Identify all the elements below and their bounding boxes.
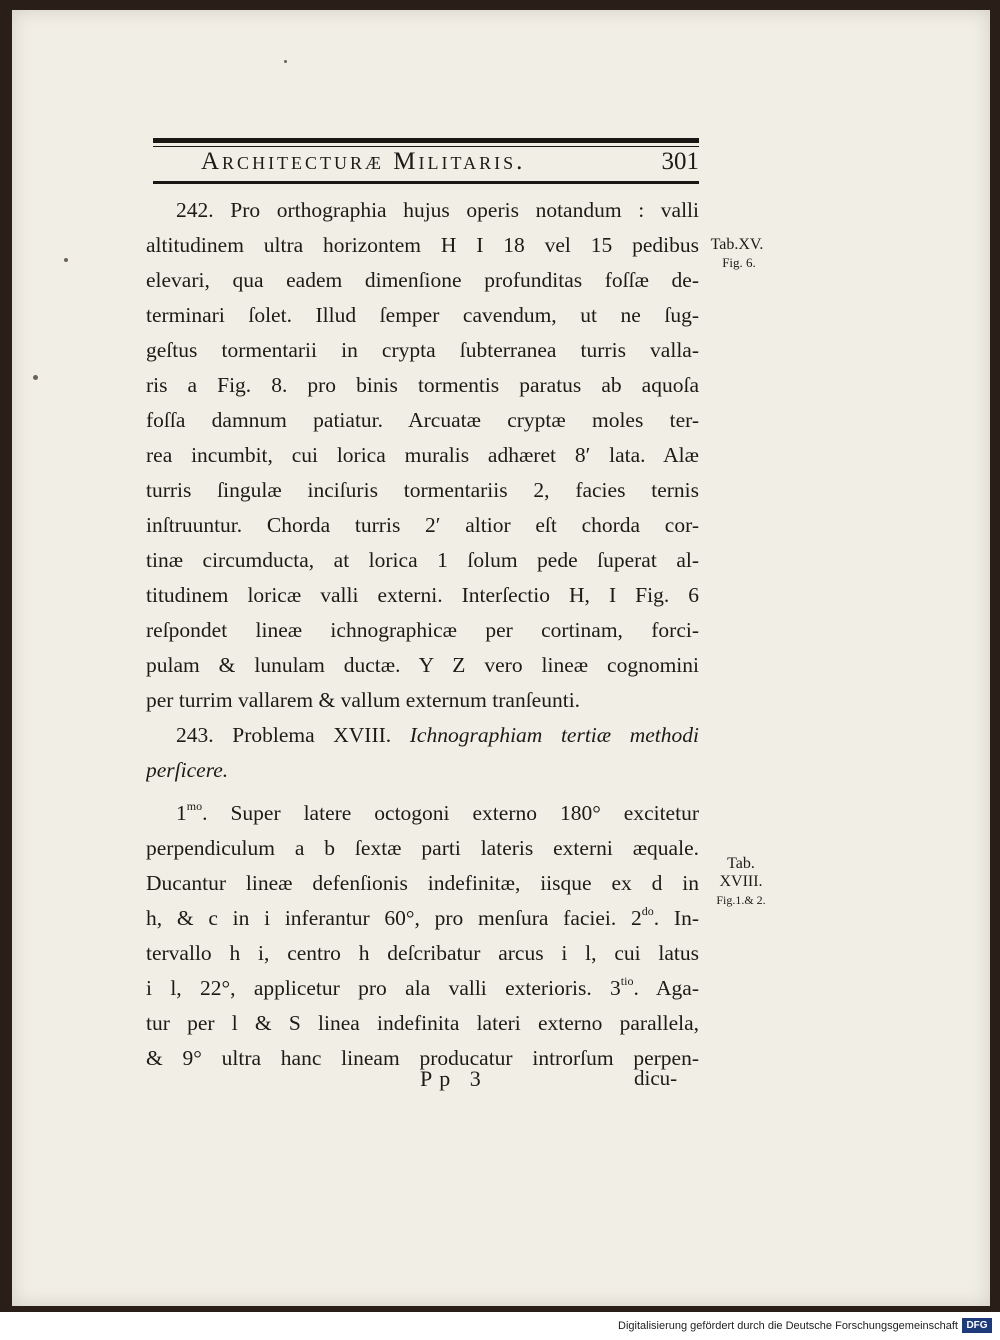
page-number: 301: [661, 148, 699, 175]
text-line: per turrim vallarem & vallum externum tranſeunti.: [146, 688, 581, 712]
problem-heading-line: [146, 718, 699, 753]
body-text: [146, 193, 699, 1076]
step-text: . Aga-: [633, 976, 699, 1000]
text-line: tur per l & S linea indefinita lateri externo parallela,: [146, 1011, 699, 1035]
footer-credit: Digitalisierung gefördert durch die Deutsche Forschungsgemeinschaft: [618, 1320, 958, 1332]
text-line: [146, 796, 699, 831]
margin-note-line: Fig.1.& 2.: [716, 893, 766, 907]
header-rule-top: [153, 138, 699, 143]
step-text: h, & c in i inferantur 60°, pro menſura faciei. 2: [146, 906, 642, 930]
catchword: dicu-: [634, 1066, 678, 1090]
margin-note-tab-xviii: [700, 855, 782, 909]
text-line: 242. Pro orthographia hujus operis notandum : valli: [176, 198, 699, 222]
text-line: & 9° ultra hanc lineam producatur introrſum perpen-: [146, 1046, 699, 1070]
problem-title-continued: perſicere.: [146, 758, 229, 782]
paper-spot: [64, 258, 68, 262]
step-ordinal: do: [641, 904, 654, 918]
margin-note-tab-xv: [702, 236, 772, 272]
text-line: pulam & lunulam ductæ. Y Z vero lineæ cognomini: [146, 653, 699, 677]
text-line: inſtruuntur. Chorda turris 2′ altior eſt chorda cor-: [146, 513, 699, 537]
text-line: elevari, qua eadem dimenſione profunditas foſſæ de-: [146, 268, 699, 292]
text-line: altitudinem ultra horizontem H I 18 vel 15 pedibus: [146, 233, 699, 257]
running-head: [153, 148, 699, 180]
step-text: i l, 22°, applicetur pro ala valli exterioris. 3: [146, 976, 621, 1000]
step-ordinal: mo: [186, 799, 203, 813]
running-title: Architecturæ Militaris.: [201, 148, 526, 175]
step-number: 1: [176, 801, 187, 825]
step-text: . In-: [653, 906, 699, 930]
problem-title: Ichnographiam tertiæ methodi: [409, 723, 699, 747]
dfg-logo-icon: DFG: [962, 1318, 992, 1333]
text-line: Ducantur lineæ defenſionis indefinitæ, iisque ex d in: [146, 871, 699, 895]
text-line: terminari ſolet. Illud ſemper cavendum, ut ne ſug-: [146, 303, 699, 327]
text-line: [146, 901, 699, 936]
problem-number: 243. Problema XVIII.: [176, 723, 392, 747]
text-line: tervallo h i, centro h deſcribatur arcus i l, cui latus: [146, 941, 699, 965]
step-text: . Super latere octogoni externo 180° excitetur: [202, 801, 699, 825]
text-line: titudinem loricæ valli externi. Interſectio H, I Fig. 6: [146, 583, 699, 607]
text-line: reſpondet lineæ ichnographicæ per cortinam, forci-: [146, 618, 699, 642]
paper-spot: [284, 60, 287, 63]
text-line: foſſa damnum patiatur. Arcuatæ cryptæ moles ter-: [146, 408, 699, 432]
footer-bar: [0, 1312, 1000, 1340]
text-line: tinæ circumducta, at lorica 1 ſolum pede ſuperat al-: [146, 548, 699, 572]
step-ordinal: tio: [620, 974, 634, 988]
text-line: turris ſingulæ inciſuris tormentariis 2, facies ternis: [146, 478, 699, 502]
margin-note-line: Tab.: [727, 855, 755, 872]
paper-spot: [33, 375, 38, 380]
margin-note-line: Tab.XV.: [710, 236, 764, 253]
signature-mark: Pp 3: [420, 1066, 488, 1091]
text-line: [146, 971, 699, 1006]
text-line: perpendiculum a b ſextæ parti lateris externi æquale.: [146, 836, 699, 860]
header-rule-bottom: [153, 181, 699, 184]
margin-note-line: Fig. 6.: [722, 255, 756, 270]
margin-note-line: XVIII.: [719, 873, 763, 890]
header-rule-thin: [153, 146, 699, 147]
text-line: ris a Fig. 8. pro binis tormentis paratus ab aquoſa: [146, 373, 699, 397]
text-line: geſtus tormentarii in crypta ſubterranea turris valla-: [146, 338, 699, 362]
text-line: rea incumbit, cui lorica muralis adhæret 8′ lata. Alæ: [146, 443, 699, 467]
